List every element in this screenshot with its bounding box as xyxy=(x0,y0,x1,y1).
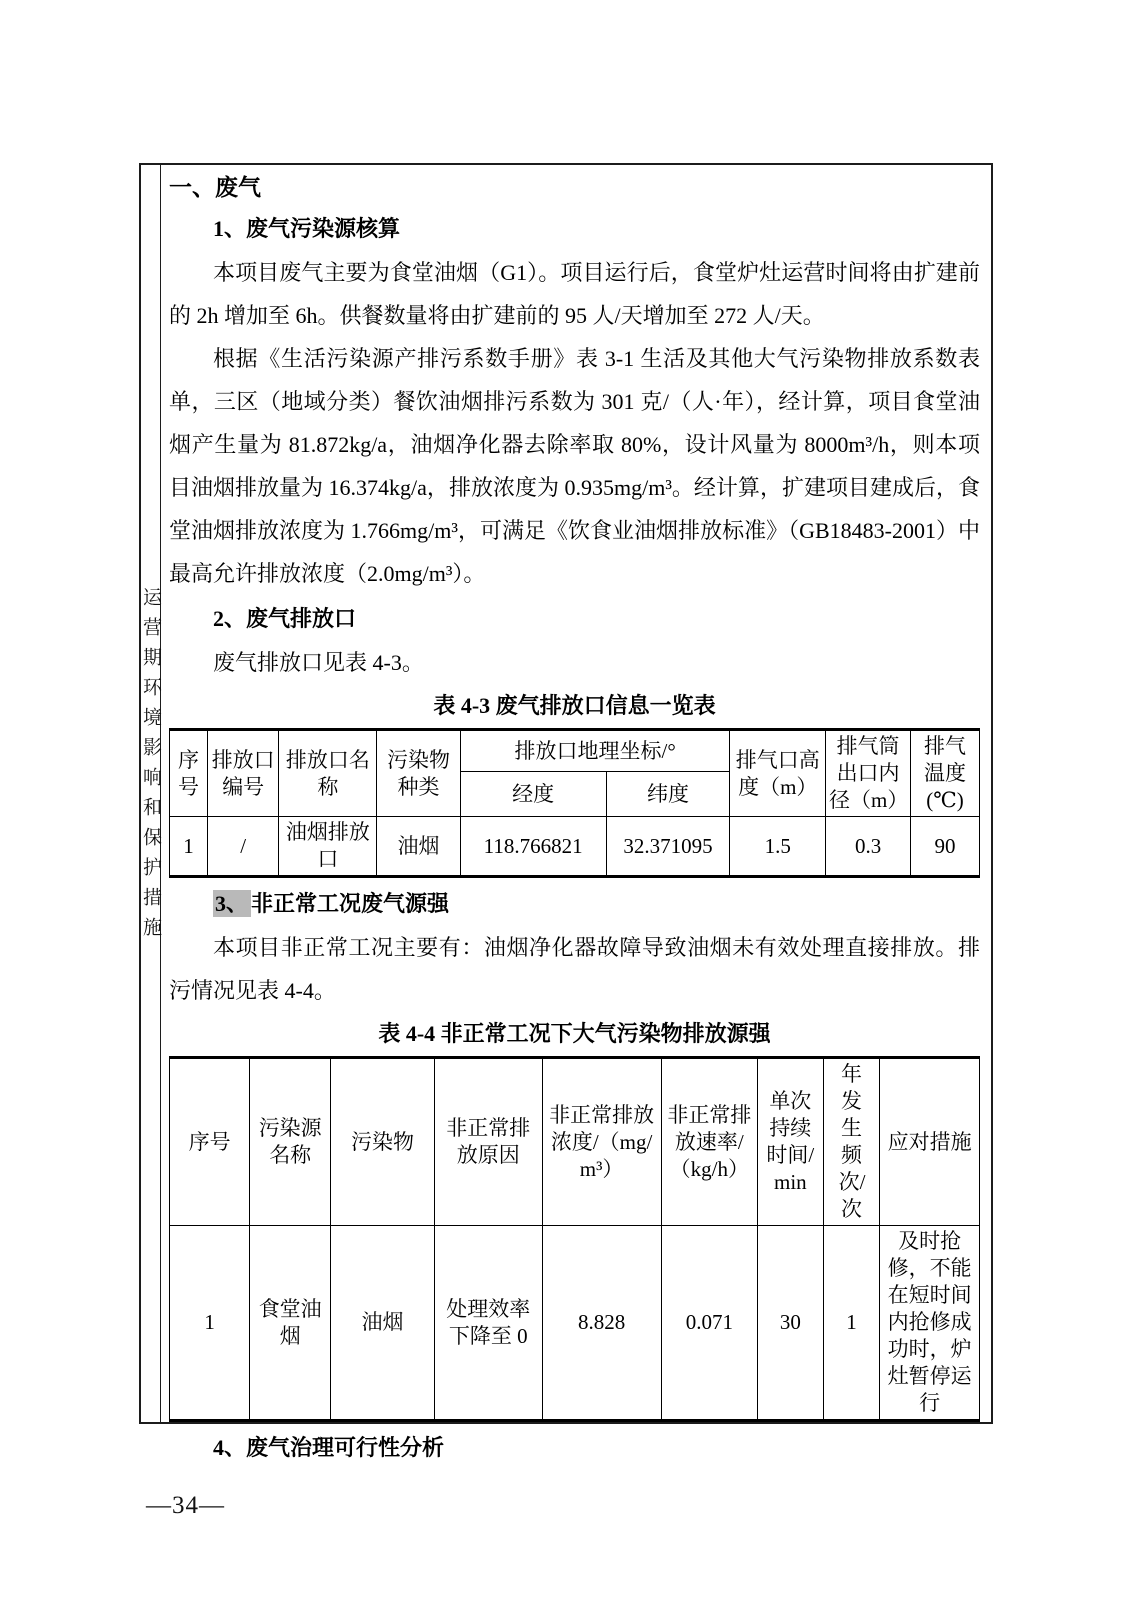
sidebar-vertical-label: 运营期环境影响和保护措施 xyxy=(140,587,161,947)
header-cell-coordinates: 排放口地理坐标/° xyxy=(460,730,730,772)
table-header-row xyxy=(170,730,980,772)
page-number: —34— xyxy=(146,1492,225,1519)
main-section-heading: 一、废气 xyxy=(169,175,261,200)
cell-abnormal-concentration: 8.828 xyxy=(542,1226,661,1421)
header-cell-exhaust-temp: 排气温度(℃) xyxy=(911,730,980,817)
cell-serial: 1 xyxy=(170,817,208,877)
subsection-2-heading: 2、废气排放口 xyxy=(213,606,357,631)
subsection-3-heading-text: 非正常工况废气源强 xyxy=(251,891,450,916)
header-cell-abnormal-concentration: 非正常排放浓度/（mg/m³） xyxy=(542,1058,661,1226)
cell-abnormal-cause: 处理效率下降至 0 xyxy=(434,1226,542,1421)
header-cell-source-name: 污染源名称 xyxy=(250,1058,331,1226)
content-border-box xyxy=(139,163,993,1460)
header-cell-abnormal-rate: 非正常排放速率/（kg/h） xyxy=(661,1058,757,1226)
header-cell-duration: 单次持续时间/min xyxy=(758,1058,824,1226)
header-cell-pollutant: 污染物 xyxy=(331,1058,435,1226)
table-4-3-title: 表 4-3 废气排放口信息一览表 xyxy=(433,693,716,718)
cell-serial: 1 xyxy=(170,1226,250,1421)
paragraph-outlet-reference: 废气排放口见表 4-3。 xyxy=(213,650,424,675)
cell-abnormal-rate: 0.071 xyxy=(661,1226,757,1421)
paragraph-emission-coefficient: 根据《生活污染源产排污系数手册》表 3-1 生活及其他大气污染物排放系数表单，三区（地域分类）餐饮油烟排污系数为 301 克/（人·年），经计算，项目食堂油烟产生量为 81.872kg/a，油烟净化器去除率取 80%，设计风量为 8000m³/h，则本项目油烟排放量为 16.374kg/a，排放浓度为 0.935mg/m³。经计算，扩建项目建成后，食堂油烟排放浓度为 1.766mg/m³，可满足《饮食业油烟排放标准》（GB18483-2001）中最高允许排放浓度（2.0mg/m³）。 xyxy=(169,346,980,586)
table-row xyxy=(170,817,980,877)
cell-exhaust-temp: 90 xyxy=(911,817,980,877)
cell-pollutant-type: 油烟 xyxy=(377,817,460,877)
header-cell-serial: 序号 xyxy=(170,730,208,817)
highlighted-number: 3、 xyxy=(213,890,251,917)
header-cell-outlet-no: 排放口编号 xyxy=(208,730,279,817)
sidebar-strip xyxy=(141,165,161,1422)
cell-duration: 30 xyxy=(758,1226,824,1421)
header-cell-latitude: 纬度 xyxy=(606,772,730,817)
header-cell-outlet-name: 排放口名称 xyxy=(279,730,377,817)
cell-pollutant: 油烟 xyxy=(331,1226,435,1421)
header-cell-pollutant-type: 污染物种类 xyxy=(377,730,460,817)
paragraph-waste-gas-source: 本项目废气主要为食堂油烟（G1）。项目运行后，食堂炉灶运营时间将由扩建前的 2h 增加至 6h。供餐数量将由扩建前的 95 人/天增加至 272 人/天。 xyxy=(169,260,980,328)
table-header-row xyxy=(170,1058,980,1226)
table-4-4 xyxy=(169,1056,980,1422)
subsection-3-heading xyxy=(213,886,980,922)
subsection-1-heading: 1、废气污染源核算 xyxy=(213,216,401,241)
cell-latitude: 32.371095 xyxy=(606,817,730,877)
header-cell-stack-diameter: 排气筒出口内径（m） xyxy=(826,730,911,817)
header-cell-outlet-height: 排气口高度（m） xyxy=(730,730,826,817)
paragraph-abnormal-condition: 本项目非正常工况主要有：油烟净化器故障导致油烟未有效处理直接排放。排污情况见表 4-4。 xyxy=(169,935,980,1003)
header-cell-countermeasure: 应对措施 xyxy=(880,1058,980,1226)
cell-longitude: 118.766821 xyxy=(460,817,606,877)
cell-outlet-name: 油烟排放口 xyxy=(279,817,377,877)
table-4-3 xyxy=(169,728,980,878)
cell-source-name: 食堂油烟 xyxy=(250,1226,331,1421)
cell-outlet-height: 1.5 xyxy=(730,817,826,877)
subsection-4-heading: 4、废气治理可行性分析 xyxy=(213,1435,445,1460)
table-row xyxy=(170,1226,980,1421)
content-area xyxy=(161,165,991,1460)
cell-countermeasure: 及时抢修，不能在短时间内抢修成功时，炉灶暂停运行 xyxy=(880,1226,980,1421)
header-cell-abnormal-cause: 非正常排放原因 xyxy=(434,1058,542,1226)
header-cell-serial: 序号 xyxy=(170,1058,250,1226)
header-cell-annual-frequency: 年发生频次/次 xyxy=(823,1058,880,1226)
cell-stack-diameter: 0.3 xyxy=(826,817,911,877)
table-4-4-title: 表 4-4 非正常工况下大气污染物排放源强 xyxy=(378,1021,771,1046)
cell-annual-frequency: 1 xyxy=(823,1226,880,1421)
header-cell-longitude: 经度 xyxy=(460,772,606,817)
cell-outlet-no: / xyxy=(208,817,279,877)
